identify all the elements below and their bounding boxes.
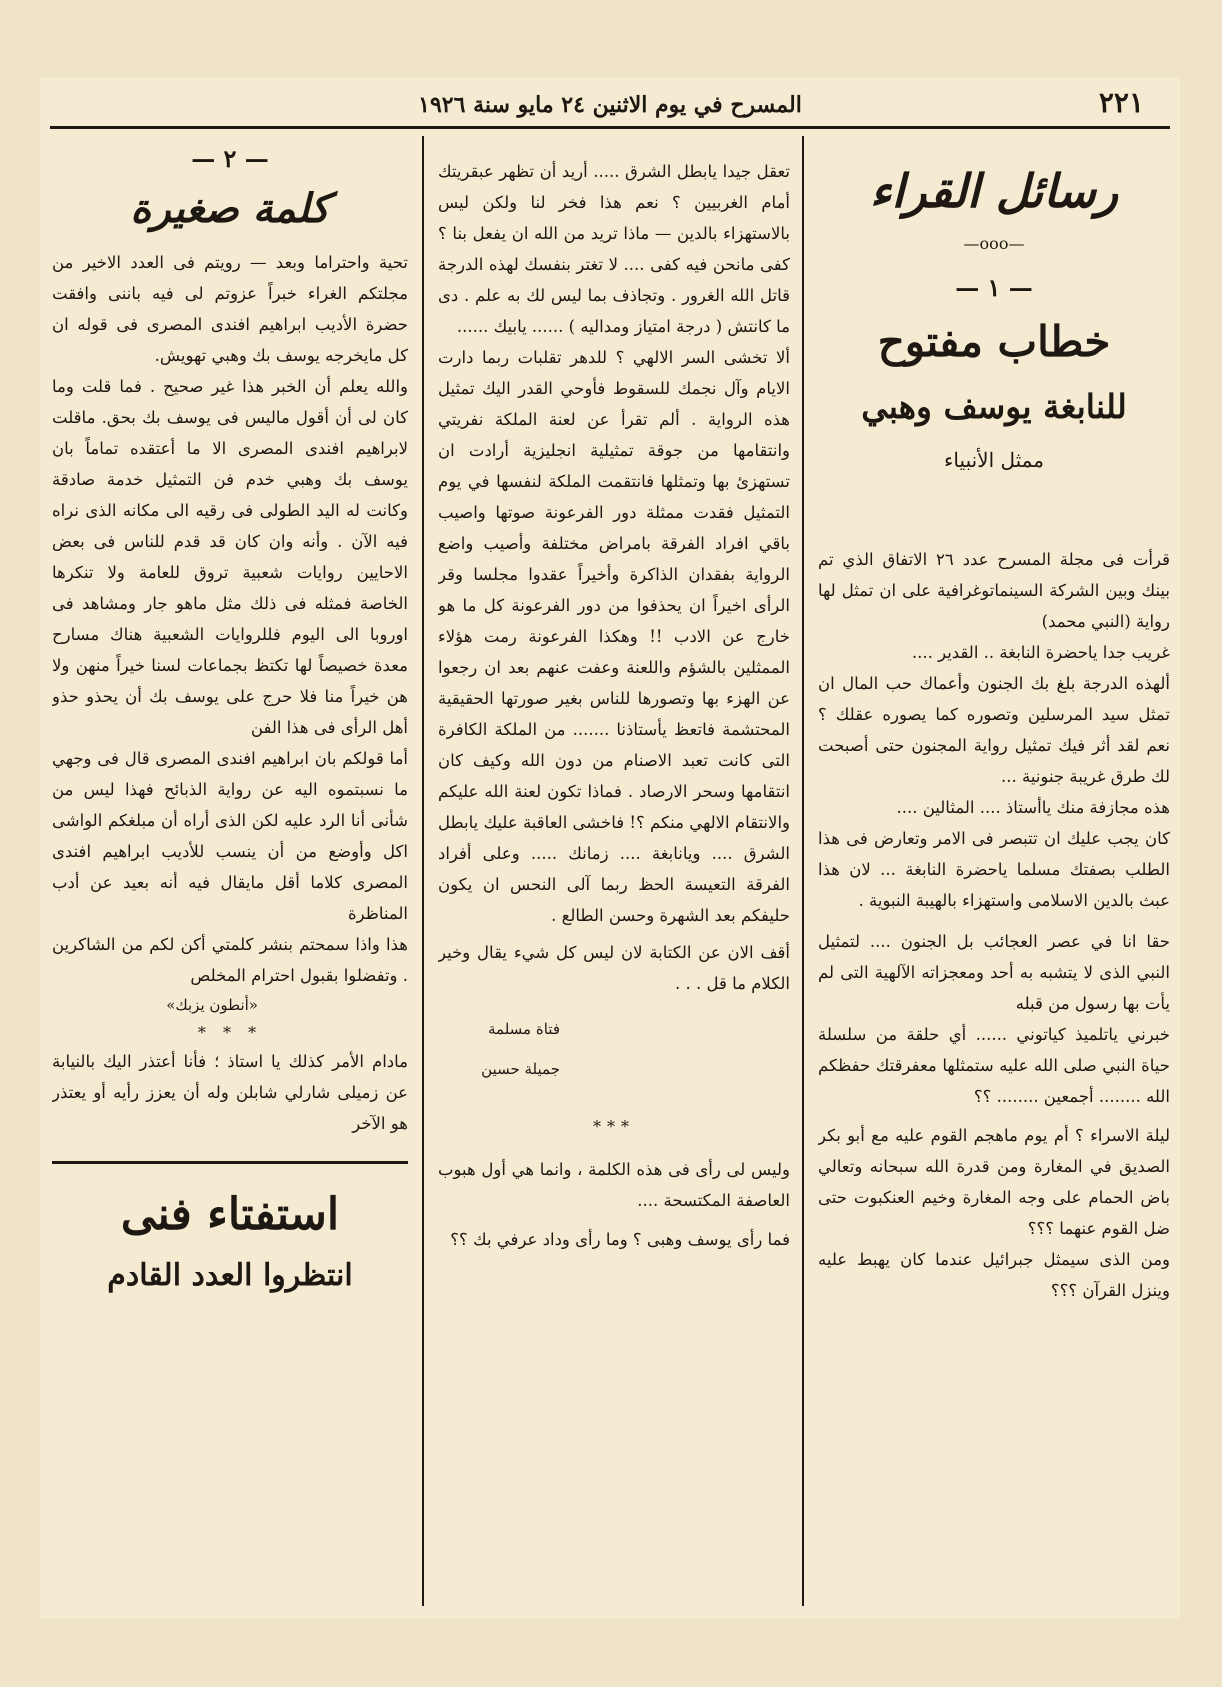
paragraph: أما قولكم بان ابراهيم افندى المصرى قال فى وجهي ما نسبتموه اليه عن رواية الذبائح فهذا ليس من شأنى أنا الرد عليه لكن الذى أراه أن مبلغكم الواشى اكل وأوضع من أن ينسب للأديب ابراهيم افندى المصرى كلاما أقل مايقال فيه أنه بعيد عن أدب المناظرة: [52, 749, 408, 923]
article-number: — ٢ —: [191, 144, 269, 173]
paragraph: خبرني ياتلميذ كياتوني ...... أي حلقة من سلسلة حياة النبي صلى الله عليه ستمثلها معفرقتك حفظكم الله ........ أجمعين ........ ؟؟: [818, 1025, 1170, 1106]
left-column: [52, 136, 408, 1606]
newspaper-page: [40, 78, 1180, 1618]
paragraph: كان يجب عليك ان تتبصر فى الامر وتعارض فى هذا الطلب بصفتك مسلما ياحضرة النابغة ... لان هذا عبث بالدين الاسلامى واستهزاء بالهيبة النبوية .: [818, 829, 1170, 910]
column-divider-left: [422, 136, 424, 1606]
article-title: كلمة صغيرة: [130, 185, 330, 232]
paragraph: هذا واذا سمحتم بنشر كلمتي أكن لكم من الشاكرين . وتفضلوا بقبول احترام المخلص: [52, 935, 408, 985]
paragraph: تعقل جيدا يابطل الشرق ..... أريد أن تظهر عبقريتك أمام الغربيين ؟ نعم هذا فخر لنا ولكن ليس بالاستهزاء بالدين — ماذا تريد من الله ان يفعل بنا ؟ كفى مانحن فيه كفى .... لا تغتر بنفسك لهذه الدرجة قاتل الله الغرور . وتجاذف بما ليس لك به علم . دى ما كانتش ( درجة امتياز ومداليه ) ...... يابيك ......: [438, 162, 790, 336]
footer-rule: [52, 1161, 408, 1164]
paragraph: ومن الذى سيمثل جبرائيل عندما كان يهبط عليه وينزل القرآن ؟؟؟: [818, 1250, 1170, 1300]
signature-name: جميلة حسين: [481, 1060, 560, 1078]
paragraph: ألهذه الدرجة بلغ بك الجنون وأعماك حب المال ان تمثل سيد المرسلين وتصوره كما يصوره عقلك ؟ نعم لقد أثر فيك تمثيل رواية المجنون حتى أصبحت لك طرق غريبة جنونية ...: [818, 674, 1170, 786]
paragraph: حقا انا في عصر العجائب بل الجنون .... لتمثيل النبي الذى لا يتشبه به أحد ومعجزاته الآلهية التى لم يأت بها رسول من قبله: [818, 932, 1170, 1013]
paragraph: ليلة الاسراء ؟ أم يوم ماهجم القوم عليه مع أبو بكر الصديق في المغارة ومن قدرة الله سبحانه وتعالي باض الحمام على وجه المغارة وخيم العنكبوت حتى ضل القوم عنهما ؟؟؟: [818, 1126, 1170, 1238]
column-divider-right: [802, 136, 804, 1606]
page-number: ٢٢١: [1098, 86, 1144, 119]
paragraph: وليس لى رأى فى هذه الكلمة ، وانما هي أول هبوب العاصفة المكتسحة ....: [438, 1160, 790, 1210]
header-rule: [50, 126, 1170, 129]
article-number: — ١ —: [955, 273, 1033, 302]
section-stars: * * *: [197, 1023, 263, 1042]
right-column: [818, 136, 1170, 1606]
paragraph: والله يعلم أن الخبر هذا غير صحيح . فما قلت وما كان لى أن أقول ماليس فى يوسف بك بحق. ماقلت لابراهيم افندى المصرى الا ما أعتقده تماماً بان يوسف بك وهبي خدم فن التمثيل خدمة صادقة وكانت له اليد الطولى فى رقيه الى مكانه الذى نراه فيه الآن . وأنه وان كان قد قدم للناس فى بعض الاحايين روايات شعبية تروق للعامة ولا تنكرها الخاصة فمثله فى ذلك مثل ماهو جار ومشاهد فى اوروبا الى اليوم فللروايات الشعبية هناك مسارح معدة خصيصاً لها تكتظ بجماعات لسنا خيراً منهن ولا هن خيراً منا فلا حرج على يوسف بك أن يحذو حذو أهل الرأى فى هذا الفن: [52, 377, 408, 737]
article-subtitle: للنابغة يوسف وهبي: [861, 387, 1127, 426]
paragraph: تحية واحتراما وبعد — رويتم فى العدد الاخير من مجلتكم الغراء خبراً عزوتم لى فيه باننى وافقت حضرة الأديب ابراهيم افندى المصرى فى قوله ان كل مايخرجه يوسف بك وهبي تهويش.: [52, 253, 408, 365]
paragraph: قرأت فى مجلة المسرح عدد ٢٦ الاتفاق الذي تم بينك وبين الشركة السينماتوغرافية على ان تمثل لها رواية (النبي محمد): [818, 550, 1170, 631]
middle-column: [438, 156, 790, 1618]
article-byline: ممثل الأنبياء: [944, 448, 1044, 472]
paragraph: ألا تخشى السر الالهي ؟ للدهر تقلبات ربما دارت الايام وآل نجمك للسقوط فأوحي القدر اليك تمثيل هذه الرواية . ألم تقرأ عن لعنة الملكة نفريتي وانتقامها من جوقة تمثيلية انجليزية أرادت ان تستهزئ بها وتمثلها فانتقمت الملكة لنفسها في يوم التمثيل فقدت ممثلة دور الفرعونة صوتها واصيب باقي افراد الفرقة بامراض مختلفة وأصيب واضع الرواية بفقدان الذاكرة وأخيراً عقدوا مجلسا وقر الرأى اخيراً ان يحذفوا من دور الفرعونة كل ما هو خارج عن الادب !! وهكذا الفرعونة رمت هؤلاء الممثلين بالشؤم واللعنة وعفت عنهم بعد ان رجعوا عن الهزء بها وتصورها للناس بغير صورتها الحقيقية المحتشمة فاتعظ يأستاذنا ....... من الملكة الكافرة التى كانت تعبد الاصنام من دون الله وكيف كان انتقامها وسحر الارصاد . فماذا تكون لعنة الله عليكم والانتقام الالهي منكم ؟! فاخشى العاقبة عليك يابطل الشرق .... ويانابغة .... زمانك ..... وعلى أفراد الفرقة التعيسة الحظ ربما آلى النحس ان يكون حليفكم بعد الشهرة وحسن الطالع .: [438, 348, 790, 925]
signature-pseudonym: فتاة مسلمة: [488, 1020, 560, 1038]
dateline: المسرح في يوم الاثنين ٢٤ مايو سنة ١٩٢٦: [418, 92, 802, 118]
section-stars: ***: [593, 1117, 635, 1136]
paragraph: غريب جدا ياحضرة النابغة .. القدير ....: [911, 643, 1170, 662]
footer-title: استفتاء فنى: [120, 1189, 340, 1240]
editor-reply: مادام الأمر كذلك يا استاذ ؛ فأنا أعتذر اليك بالنيابة عن زميلى شارلي شابلن وله أن يعزز رأيه أو يعتذر هو الآخر: [52, 1052, 408, 1133]
signature: «أنطون يزبك»: [166, 996, 258, 1014]
paragraph: أقف الان عن الكتابة لان ليس كل شيء يقال وخير الكلام ما قل . . .: [438, 943, 790, 993]
paragraph: فما رأى يوسف وهبى ؟ وما رأى وداد عرفي بك ؟؟: [450, 1230, 790, 1249]
section-title: رسائل القراء: [869, 164, 1119, 218]
footer-subtitle: انتظروا العدد القادم: [107, 1258, 353, 1293]
article-title: خطاب مفتوح: [877, 317, 1111, 366]
section-ornament: —ooo—: [963, 234, 1025, 253]
paragraph: هذه مجازفة منك ياأستاذ .... المثالين ....: [896, 798, 1170, 817]
